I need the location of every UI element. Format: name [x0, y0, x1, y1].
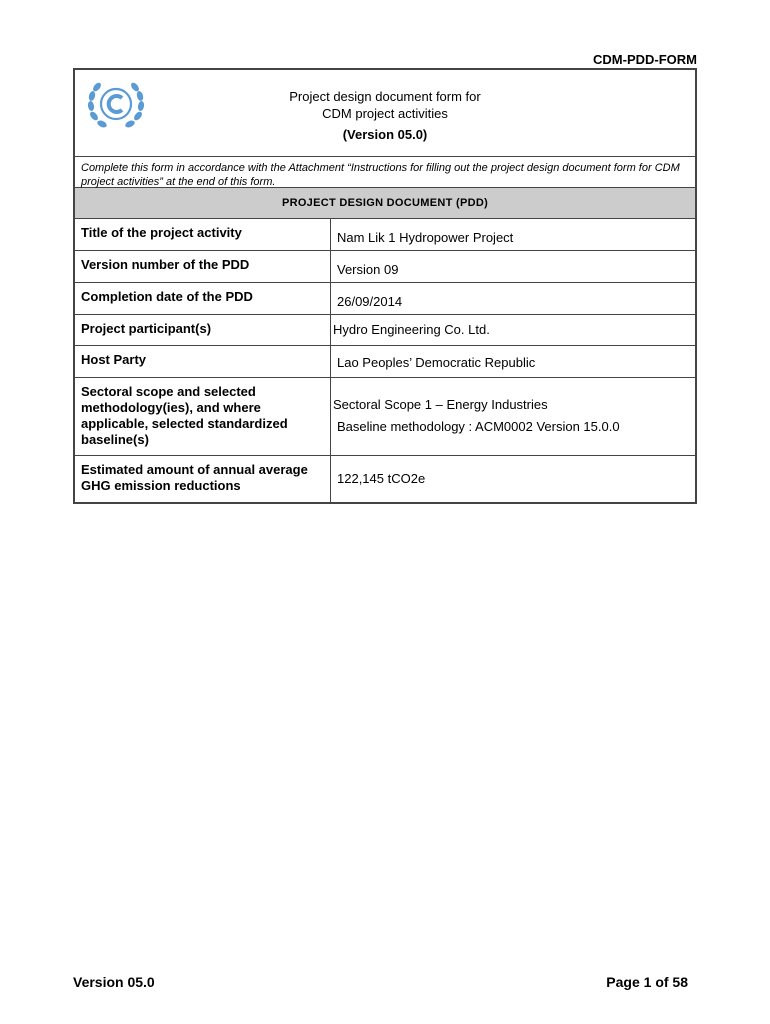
section-title: PROJECT DESIGN DOCUMENT (PDD): [75, 188, 695, 219]
pdd-form-table: [73, 68, 697, 504]
row-value-line2: Baseline methodology : ACM0002 Version 15.0.0: [337, 419, 620, 434]
row-value: [331, 378, 695, 455]
row-value: Hydro Engineering Co. Ltd.: [333, 322, 490, 337]
table-row: [75, 219, 695, 251]
form-version: (Version 05.0): [342, 127, 428, 142]
form-title-line2: CDM project activities: [322, 106, 448, 121]
table-row: [75, 346, 695, 378]
row-label: Host Party: [75, 346, 331, 377]
row-value: 122,145 tCO2e: [337, 471, 426, 486]
table-row: [75, 378, 695, 456]
row-label: Version number of the PDD: [75, 251, 331, 282]
page-number: Page 1 of 58: [606, 974, 688, 990]
table-row: [75, 283, 695, 315]
row-label: Sectoral scope and selected methodology(ies), and where applicable, selected standardized baseline(s): [75, 378, 331, 455]
row-label: Estimated amount of annual average GHG emission reductions: [75, 456, 331, 502]
table-row: [75, 456, 695, 502]
row-label: Title of the project activity: [75, 219, 331, 250]
row-value: Version 09: [337, 262, 399, 277]
instructions-note: Complete this form in accordance with the Attachment “Instructions for filling out the project design document form for CDM project activities” at the end of this form.: [75, 157, 695, 188]
form-header: [75, 70, 695, 157]
form-title-line1: Project design document form for: [289, 89, 481, 104]
row-label: Completion date of the PDD: [75, 283, 331, 314]
row-value: Nam Lik 1 Hydropower Project: [337, 230, 514, 245]
row-label: Project participant(s): [75, 315, 331, 345]
row-value: 26/09/2014: [337, 294, 403, 309]
row-value-line1: Sectoral Scope 1 – Energy Industries: [333, 397, 548, 412]
form-title-block: [75, 88, 695, 143]
table-row: [75, 315, 695, 346]
table-row: [75, 251, 695, 283]
row-value: Lao Peoples’ Democratic Republic: [337, 355, 536, 370]
form-code: CDM-PDD-FORM: [593, 52, 697, 67]
footer-version: Version 05.0: [73, 974, 155, 990]
